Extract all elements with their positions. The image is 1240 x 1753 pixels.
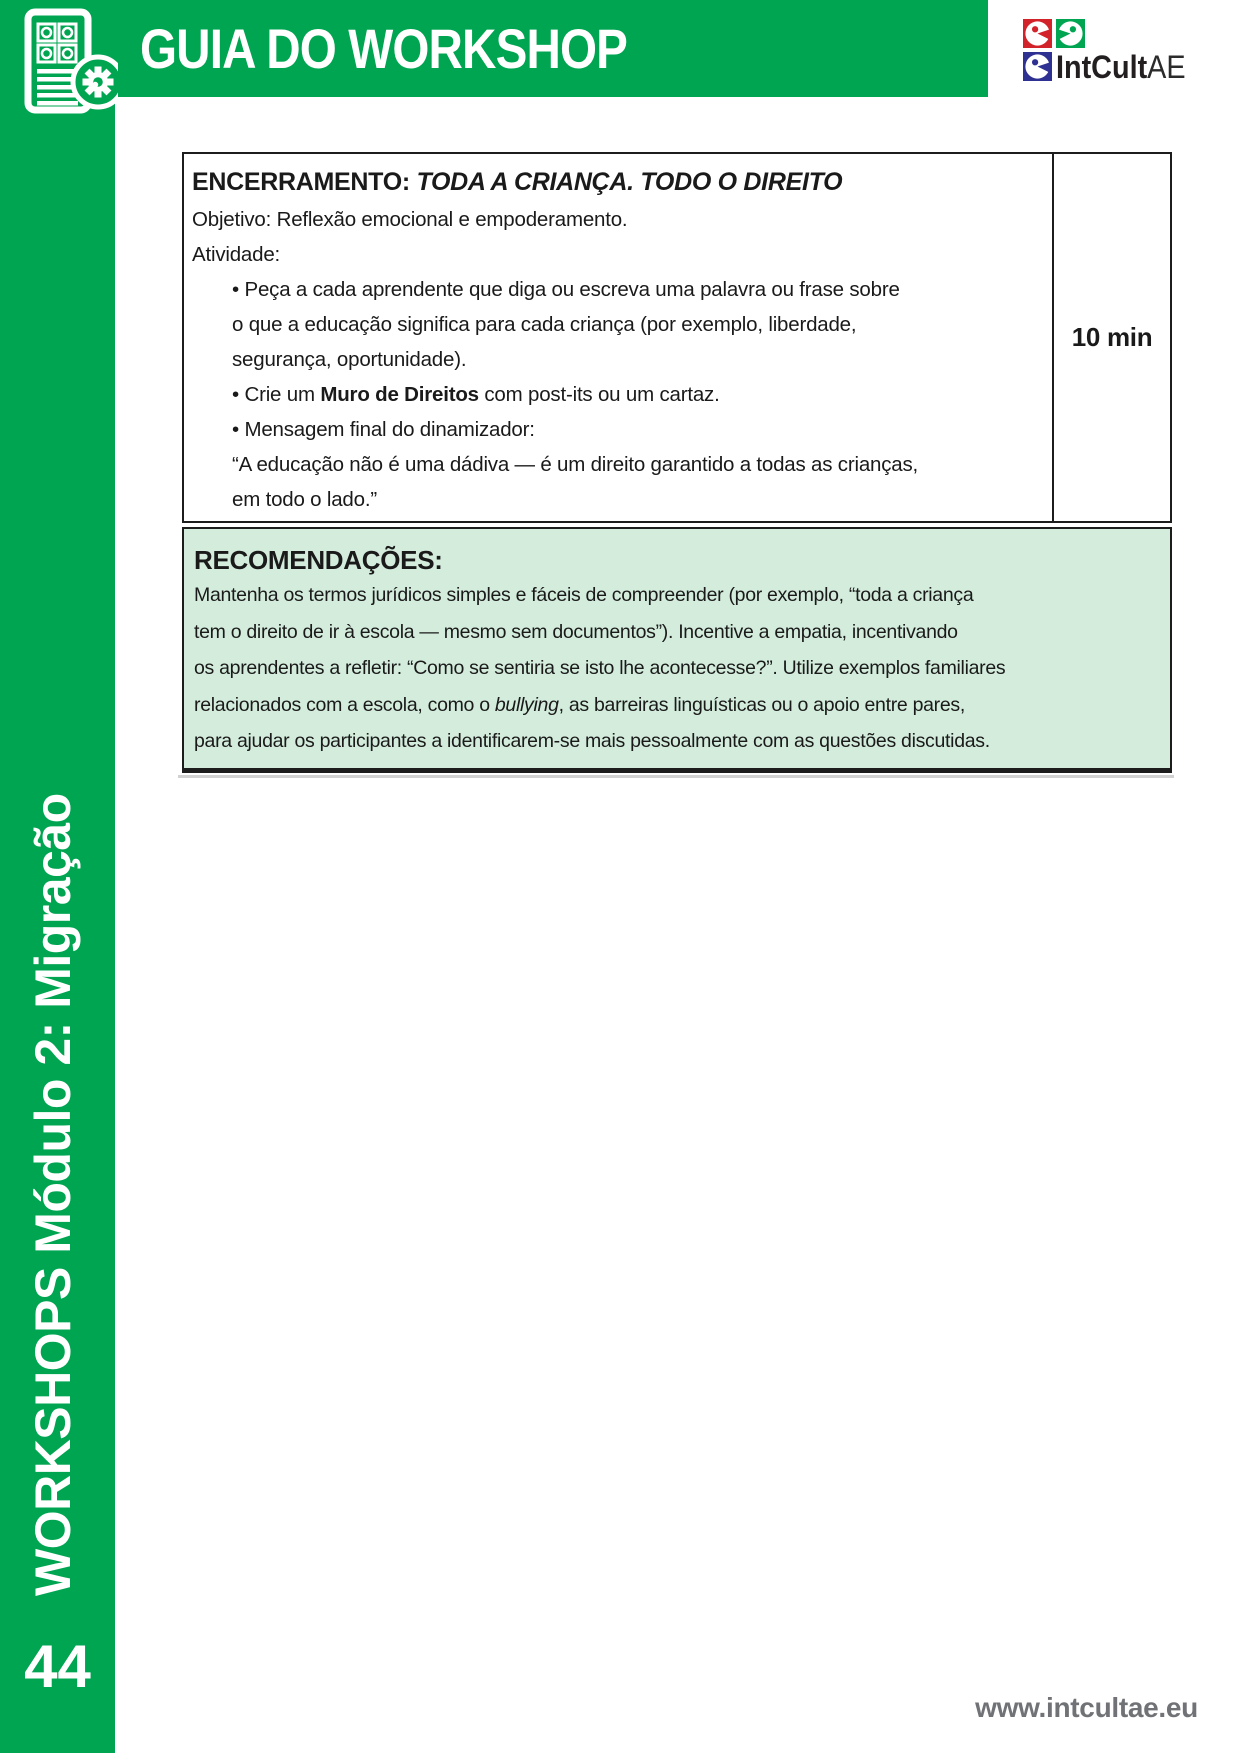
closing-heading-title: TODA A CRIANÇA. TODO O DIREITO xyxy=(416,168,843,196)
box-shadow-line xyxy=(178,775,1174,778)
page-number: 44 xyxy=(24,1633,91,1700)
closing-bullet-line: • Peça a cada aprendente que diga ou escreva uma palavra ou frase sobre xyxy=(232,278,900,301)
closing-bullet-bold-segment: Muro de Direitos xyxy=(320,383,479,406)
closing-duration-cell xyxy=(1052,154,1170,521)
closing-bullet-line xyxy=(232,377,1046,412)
recommendations-segment: , as barreiras linguísticas ou o apoio entre pares, xyxy=(558,693,965,716)
duration-label: 10 min xyxy=(1071,322,1153,352)
intcultae-logo xyxy=(1023,19,1203,85)
closing-quote-line: “A educação não é uma dádiva — é um direito garantido a todas as crianças, xyxy=(232,453,919,476)
closing-bullet-segment: • Crie um xyxy=(232,383,321,406)
recommendations-line: tem o direito de ir à escola — mesmo sem documentos”). Incentive a empatia, incentivando xyxy=(194,620,958,643)
recommendations-italic-segment: bullying xyxy=(494,693,559,716)
recommendations-box xyxy=(182,527,1172,773)
closing-bullet-line: o que a educação significa para cada criança (por exemplo, liberdade, xyxy=(232,313,857,336)
closing-activity-table xyxy=(182,152,1172,523)
sidebar-vertical-label: WORKSHOPS Módulo 2: Migração xyxy=(25,793,81,1596)
page-title: GUIA DO WORKSHOP xyxy=(140,17,628,80)
logo-wordmark-light: AE xyxy=(1147,49,1186,85)
sidebar xyxy=(0,0,115,1753)
closing-bullet-line: • Mensagem final do dinamizador: xyxy=(232,418,535,441)
closing-activity-cell xyxy=(184,154,1052,521)
recommendations-heading: RECOMENDAÇÕES: xyxy=(194,545,443,575)
logo-face-blue-icon xyxy=(1023,52,1052,81)
closing-objective-line: Objetivo: Reflexão emocional e empoderamento. xyxy=(192,208,628,231)
closing-bullet-line: segurança, oportunidade). xyxy=(232,348,467,371)
recommendations-line: os aprendentes a refletir: “Como se sentiria se isto lhe acontecesse?”. Utilize exemplos familiares xyxy=(194,657,1006,679)
recommendations-line xyxy=(194,687,1160,724)
logo-face-red-icon xyxy=(1023,19,1052,48)
workshop-guide-document-gear-icon xyxy=(18,8,118,118)
recommendations-segment: relacionados com a escola, como o xyxy=(194,693,495,716)
logo-wordmark xyxy=(1056,49,1186,85)
closing-heading xyxy=(192,166,1046,198)
closing-activity-label-line: Atividade: xyxy=(192,243,281,266)
closing-activity-bullets xyxy=(232,272,1046,517)
closing-heading-label: ENCERRAMENTO: xyxy=(192,168,417,196)
closing-bullet-segment: com post-its ou um cartaz. xyxy=(478,383,720,406)
site-url: www.intcultae.eu xyxy=(975,1692,1198,1723)
logo-face-green-icon xyxy=(1056,19,1085,48)
recommendations-line: para ajudar os participantes a identificarem-se mais pessoalmente com as questões discutidas. xyxy=(194,730,990,752)
logo-wordmark-bold: IntCult xyxy=(1056,49,1148,85)
closing-quote-line: em todo o lado.” xyxy=(232,488,377,511)
recommendations-line: Mantenha os termos jurídicos simples e fáceis de compreender (por exemplo, “toda a criança xyxy=(194,584,974,606)
